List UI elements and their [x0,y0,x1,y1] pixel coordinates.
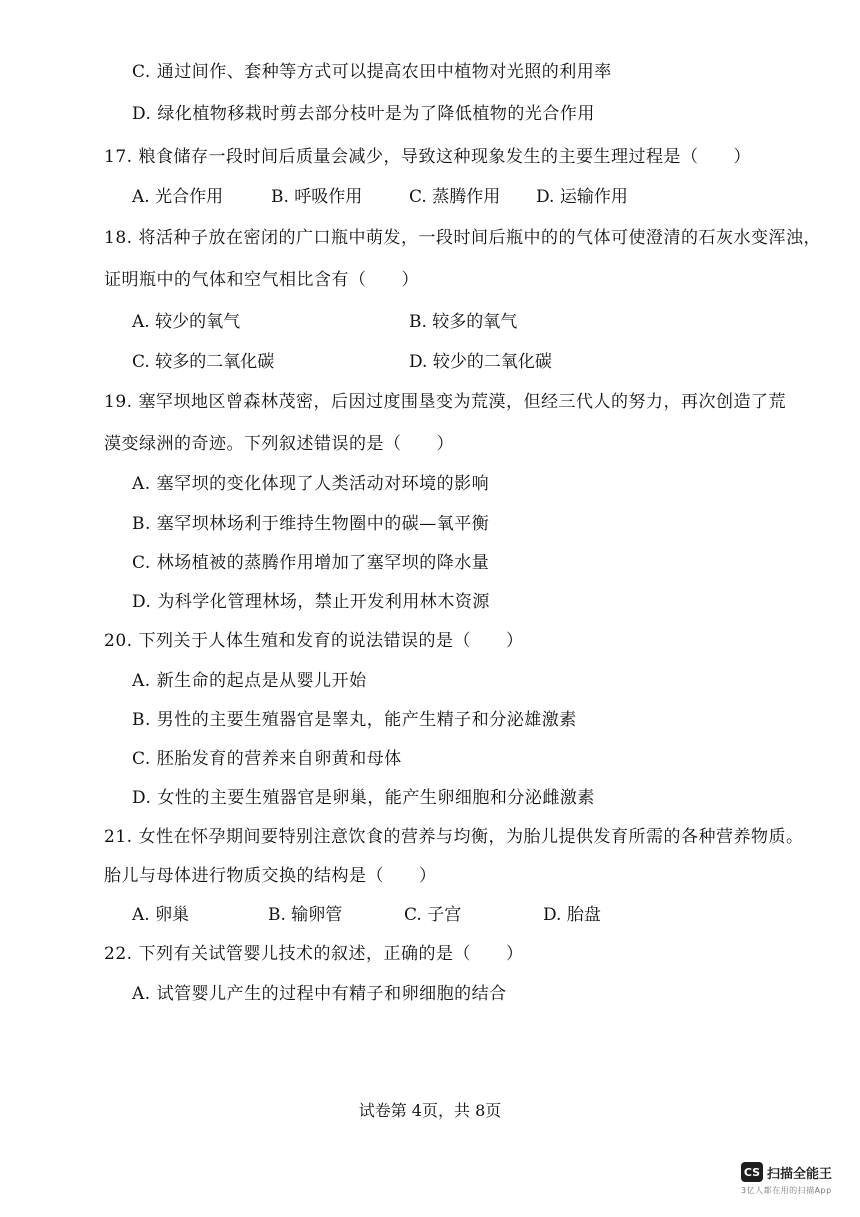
q19-option-b: B. 塞罕坝林场利于维持生物圈中的碳—氧平衡 [132,514,490,534]
q20-option-b: B. 男性的主要生殖器官是睾丸，能产生精子和分泌雄激素 [132,710,577,730]
q17-option-b: B. 呼吸作用 [271,187,363,207]
q17-option-c: C. 蒸腾作用 [409,187,501,207]
question-20: 20. 下列关于人体生殖和发育的说法错误的是（ ） [104,631,524,651]
q18-option-d: D. 较少的二氧化碳 [409,352,552,372]
question-21-line1: 21. 女性在怀孕期间要特别注意饮食的营养与均衡，为胎儿提供发育所需的各种营养物质。 [104,827,804,847]
question-21-line2: 胎儿与母体进行物质交换的结构是（ ） [104,866,437,886]
q21-option-a: A. 卵巢 [132,905,190,925]
question-19-line2: 漠变绿洲的奇迹。下列叙述错误的是（ ） [104,434,454,454]
scanner-watermark [741,1162,832,1182]
q20-option-c: C. 胚胎发育的营养来自卵黄和母体 [132,749,402,769]
q19-option-d: D. 为科学化管理林场，禁止开发利用林木资源 [132,592,490,612]
scanner-tagline: 3亿人都在用的扫描App [741,1186,832,1195]
q18-option-c: C. 较多的二氧化碳 [132,352,275,372]
question-18-line2: 证明瓶中的气体和空气相比含有（ ） [104,270,419,290]
scanner-logo-icon: CS [741,1162,763,1182]
q21-option-c: C. 子宫 [404,905,462,925]
q17-option-a: A. 光合作用 [132,187,224,207]
q21-option-d: D. 胎盘 [543,905,601,925]
question-19-line1: 19. 塞罕坝地区曾森林茂密，后因过度围垦变为荒漠，但经三代人的努力，再次创造了荒 [104,392,786,412]
q20-option-d: D. 女性的主要生殖器官是卵巢，能产生卵细胞和分泌雌激素 [132,788,595,808]
q19-option-c: C. 林场植被的蒸腾作用增加了塞罕坝的降水量 [132,553,490,573]
q18-option-a: A. 较少的氧气 [132,312,241,332]
q16-option-c: C. 通过间作、套种等方式可以提高农田中植物对光照的利用率 [132,62,612,82]
q20-option-a: A. 新生命的起点是从婴儿开始 [132,671,367,691]
question-17: 17. 粮食储存一段时间后质量会减少，导致这种现象发生的主要生理过程是（ ） [104,147,751,167]
q21-option-b: B. 输卵管 [268,905,343,925]
question-18-line1: 18. 将活种子放在密闭的广口瓶中萌发，一段时间后瓶中的的气体可使澄清的石灰水变浑浊， [104,228,821,248]
q22-option-a: A. 试管婴儿产生的过程中有精子和卵细胞的结合 [132,984,507,1004]
q19-option-a: A. 塞罕坝的变化体现了人类活动对环境的影响 [132,474,490,494]
q16-option-d: D. 绿化植物移栽时剪去部分枝叶是为了降低植物的光合作用 [132,104,595,124]
question-22: 22. 下列有关试管婴儿技术的叙述，正确的是（ ） [104,944,524,964]
q18-option-b: B. 较多的氧气 [409,312,518,332]
scanner-app-name: 扫描全能王 [767,1166,833,1182]
page-number-footer: 试卷第 4页，共 8页 [358,1101,502,1120]
q17-option-d: D. 运输作用 [536,187,628,207]
